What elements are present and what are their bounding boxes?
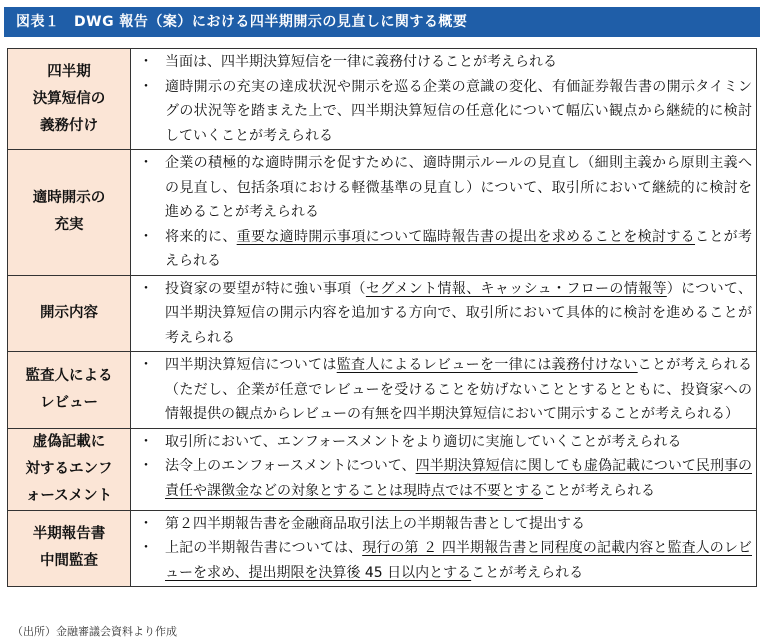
bullet-item	[137, 50, 752, 75]
bullet-mark: ・	[139, 54, 153, 70]
bullet-mark: ・	[139, 78, 153, 95]
row-heading-line: 中間監査	[40, 553, 98, 570]
row-heading-line: 義務付け	[40, 117, 98, 134]
text-segment: 取引所において、エンフォースメントをより適切に実施していくことが考えられる	[165, 433, 682, 450]
row-content	[131, 352, 757, 429]
row-content	[131, 150, 757, 276]
row-heading	[8, 49, 131, 150]
text-segment: 投資家の要望が特に強い事項（	[165, 280, 366, 297]
row-content	[131, 428, 757, 510]
row-heading-line: 適時開示の	[32, 190, 106, 207]
bullet-mark: ・	[139, 458, 153, 474]
underlined-text: 監査人によるレビューを一律には義務付けない	[336, 357, 638, 373]
row-content	[131, 510, 757, 587]
text-segment: ことが考えられる	[543, 482, 655, 499]
bullet-item	[137, 277, 752, 351]
row-heading-line: 対するエンフ	[25, 460, 113, 477]
row-heading-line: 開示内容	[40, 304, 98, 321]
bullet-mark: ・	[139, 155, 153, 171]
summary-table	[7, 48, 757, 587]
table-row	[8, 275, 757, 352]
bullet-text	[165, 512, 752, 537]
text-segment: ）について、四半期決算短信の開示内容を追加する方向で、取引所において具体的に検討を進めることが考えられる	[165, 280, 752, 346]
bullet-text	[165, 353, 752, 427]
bullet-text	[165, 536, 752, 585]
bullet-text	[165, 277, 752, 351]
table-row	[8, 510, 757, 587]
underlined-text: 重要な適時開示事項について臨時報告書の提出を求めることを検討する	[236, 228, 696, 245]
row-content	[131, 275, 757, 352]
bullet-mark: ・	[139, 515, 153, 532]
row-heading-line: 監査人による	[25, 367, 113, 384]
text-segment: 適時開示の充実の達成状況や開示を巡る企業の意識の変化、有価証券報告書の開示タイミングの状況等を踏まえた上で、四半期決算短信の任意化について幅広い観点から継続的に検討していくことが考えられる	[165, 78, 752, 144]
bullet-item	[137, 75, 752, 149]
figure-title: 図表１ DWG 報告（案）における四半期開示の見直しに関する概要	[4, 7, 760, 37]
bullet-item	[137, 151, 752, 225]
row-heading-line: 充実	[54, 217, 84, 234]
text-segment: ことが考えられる（ただし、企業が任意でレビューを受けることを妨げないこととするとともに、投資家への情報提供の観点からレビューの有無を四半期決算短信において開示することが考えられる）	[165, 357, 752, 422]
bullet-mark: ・	[139, 357, 153, 373]
row-heading	[8, 275, 131, 352]
bullet-item	[137, 512, 752, 537]
text-segment: 四半期決算短信については	[165, 357, 337, 373]
bullet-item	[137, 225, 752, 274]
bullet-item	[137, 454, 752, 503]
table-row	[8, 428, 757, 510]
bullet-text	[165, 430, 752, 455]
bullet-text	[165, 454, 752, 503]
bullet-item	[137, 430, 752, 455]
text-segment: 企業の積極的な適時開示を促すために、適時開示ルールの見直し（細則主義から原則主義への見直し、包括条項における軽微基準の見直し）について、取引所において継続的に検討を進めることが考えられる	[165, 155, 752, 220]
row-content	[131, 49, 757, 150]
row-heading-line: 決算短信の	[32, 90, 106, 107]
text-segment: 第２四半期報告書を金融商品取引法上の半期報告書として提出する	[165, 515, 585, 532]
table-row	[8, 49, 757, 150]
text-segment: ことが考えられる	[471, 564, 584, 581]
bullet-text	[165, 50, 752, 75]
bullet-mark: ・	[139, 540, 153, 556]
bullet-item	[137, 353, 752, 427]
row-heading	[8, 510, 131, 587]
text-segment: 当面は、四半期決算短信を一律に義務付けることが考えられる	[165, 54, 557, 70]
row-heading-line: 半期報告書	[32, 526, 106, 543]
text-segment: 法令上のエンフォースメントについて、	[165, 458, 416, 474]
row-heading-line: レビュー	[40, 394, 98, 411]
row-heading	[8, 428, 131, 510]
text-segment: 将来的に、	[165, 228, 237, 245]
bullet-mark: ・	[139, 280, 153, 297]
bullet-mark: ・	[139, 228, 153, 245]
underlined-text: 四半期決算短信に関しても虚偽記載について民刑事の責任や課徴金などの対象とすることは現時点では不要とする	[165, 458, 753, 499]
row-heading-line: ォースメント	[25, 487, 113, 504]
bullet-text	[165, 75, 752, 149]
bullet-item	[137, 536, 752, 585]
row-heading-line: 虚偽記載に	[32, 433, 106, 450]
underlined-text: 現行の第 ２ 四半期報告書と同程度の記載内容と監査人のレビューを求め、提出期限を決算後 45 日以内とする	[165, 540, 752, 581]
table-row	[8, 150, 757, 276]
bullet-text	[165, 151, 752, 225]
text-segment: 上記の半期報告書については、	[165, 540, 363, 556]
bullet-mark: ・	[139, 433, 153, 450]
row-heading-line: 四半期	[47, 63, 91, 80]
footnote: （出所）金融審議会資料より作成	[12, 625, 177, 638]
bullet-text	[165, 225, 752, 274]
underlined-text: セグメント情報、キャッシュ・フローの情報等	[365, 280, 667, 297]
table-row	[8, 352, 757, 429]
row-heading	[8, 352, 131, 429]
text-segment: ことが考えられる	[165, 228, 753, 269]
row-heading	[8, 150, 131, 276]
